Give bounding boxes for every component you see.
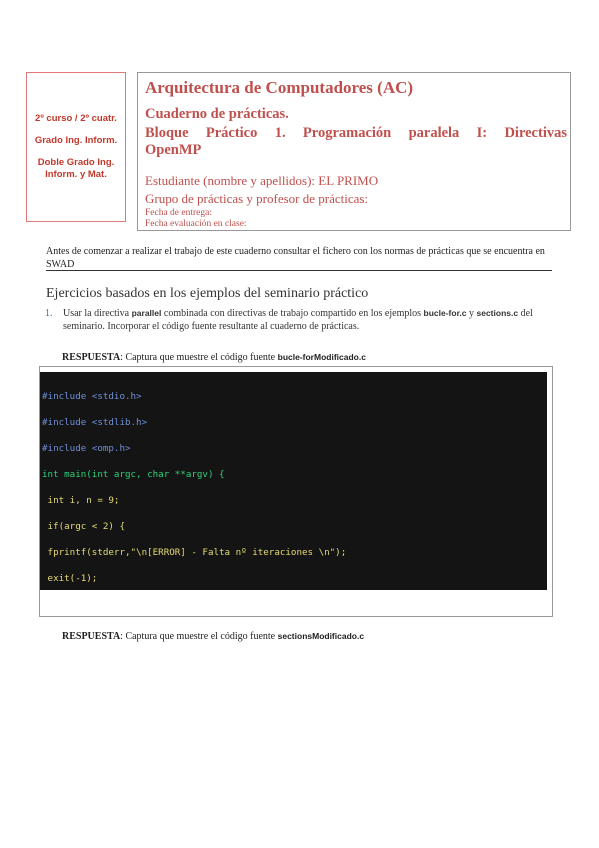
code-line-7: exit(-1);	[42, 573, 98, 584]
code-line-6: fprintf(stderr,"\n[ERROR] - Falta nº iteraciones \n");	[42, 547, 347, 558]
subtitle-block: Bloque Práctico 1. Programación paralela I: Directivas	[145, 125, 567, 141]
exercise-text	[63, 307, 554, 333]
student-name: Estudiante (nombre y apellidos): EL PRIMO	[145, 173, 379, 188]
response-2	[62, 631, 364, 642]
response-label: RESPUESTA	[62, 631, 121, 642]
degree-name: Grado Ing. Inform.	[34, 135, 118, 146]
double-degree-line2: Inform. y Mat.	[45, 169, 107, 180]
divider	[46, 270, 552, 271]
exercise-1	[46, 307, 554, 333]
evaluation-date: Fecha evaluación en clase:	[145, 219, 247, 229]
course-year: 2º curso / 2º cuatr.	[35, 113, 117, 124]
exercise-text-b: combinada con directivas de trabajo compartido en los ejemplos	[161, 308, 424, 319]
course-info-box	[26, 72, 126, 222]
response-1	[62, 352, 366, 363]
code-line	[42, 416, 545, 429]
double-degree	[38, 157, 115, 181]
file-sections: sections.c	[476, 308, 519, 318]
code-line-5: if(argc < 2) {	[42, 521, 125, 532]
response-file: bucle-forModificado.c	[277, 352, 366, 362]
exercise-number: 1.	[45, 308, 53, 319]
keyword-parallel: parallel	[131, 308, 162, 318]
code-line	[42, 546, 545, 559]
subtitle-notebook: Cuaderno de prácticas.	[145, 106, 289, 122]
exercise-text-c: y	[466, 308, 477, 319]
exercise-text-d: del seminario. Incorporar el código fuente resultante al cuaderno de prácticas.	[63, 308, 533, 332]
code-line-4: int i, n = 9;	[42, 495, 120, 506]
section-title: Ejercicios basados en los ejemplos del seminario práctico	[46, 286, 369, 301]
subtitle-openmp: OpenMP	[145, 142, 202, 158]
code-line	[42, 572, 545, 585]
response-text: : Captura que muestre el código fuente	[120, 631, 278, 642]
code-line-3: int main(int argc, char **argv) {	[42, 469, 225, 480]
double-degree-line1: Doble Grado Ing.	[37, 157, 115, 168]
code-line	[42, 390, 545, 403]
intro-note: Antes de comenzar a realizar el trabajo de este cuaderno consultar el fichero con los normas de prácticas que se encuentra en SWAD	[46, 246, 545, 270]
code-line	[42, 468, 545, 481]
file-bucle-for: bucle-for.c	[423, 308, 467, 318]
response-file: sectionsModificado.c	[277, 631, 365, 641]
code-line-0: #include <stdio.h>	[42, 391, 142, 402]
delivery-date: Fecha de entrega:	[145, 208, 212, 218]
response-label: RESPUESTA	[62, 352, 121, 363]
code-line-2: #include <omp.h>	[42, 443, 131, 454]
page-title: Arquitectura de Computadores (AC)	[145, 78, 414, 97]
code-line	[42, 494, 545, 507]
response-text: : Captura que muestre el código fuente	[120, 352, 278, 363]
code-line	[42, 520, 545, 533]
code-screenshot	[40, 372, 547, 590]
practice-group: Grupo de prácticas y profesor de prácticas:	[145, 191, 369, 206]
code-line	[42, 442, 545, 455]
exercise-text-a: Usar la directiva	[63, 308, 132, 319]
code-line-1: #include <stdlib.h>	[42, 417, 148, 428]
